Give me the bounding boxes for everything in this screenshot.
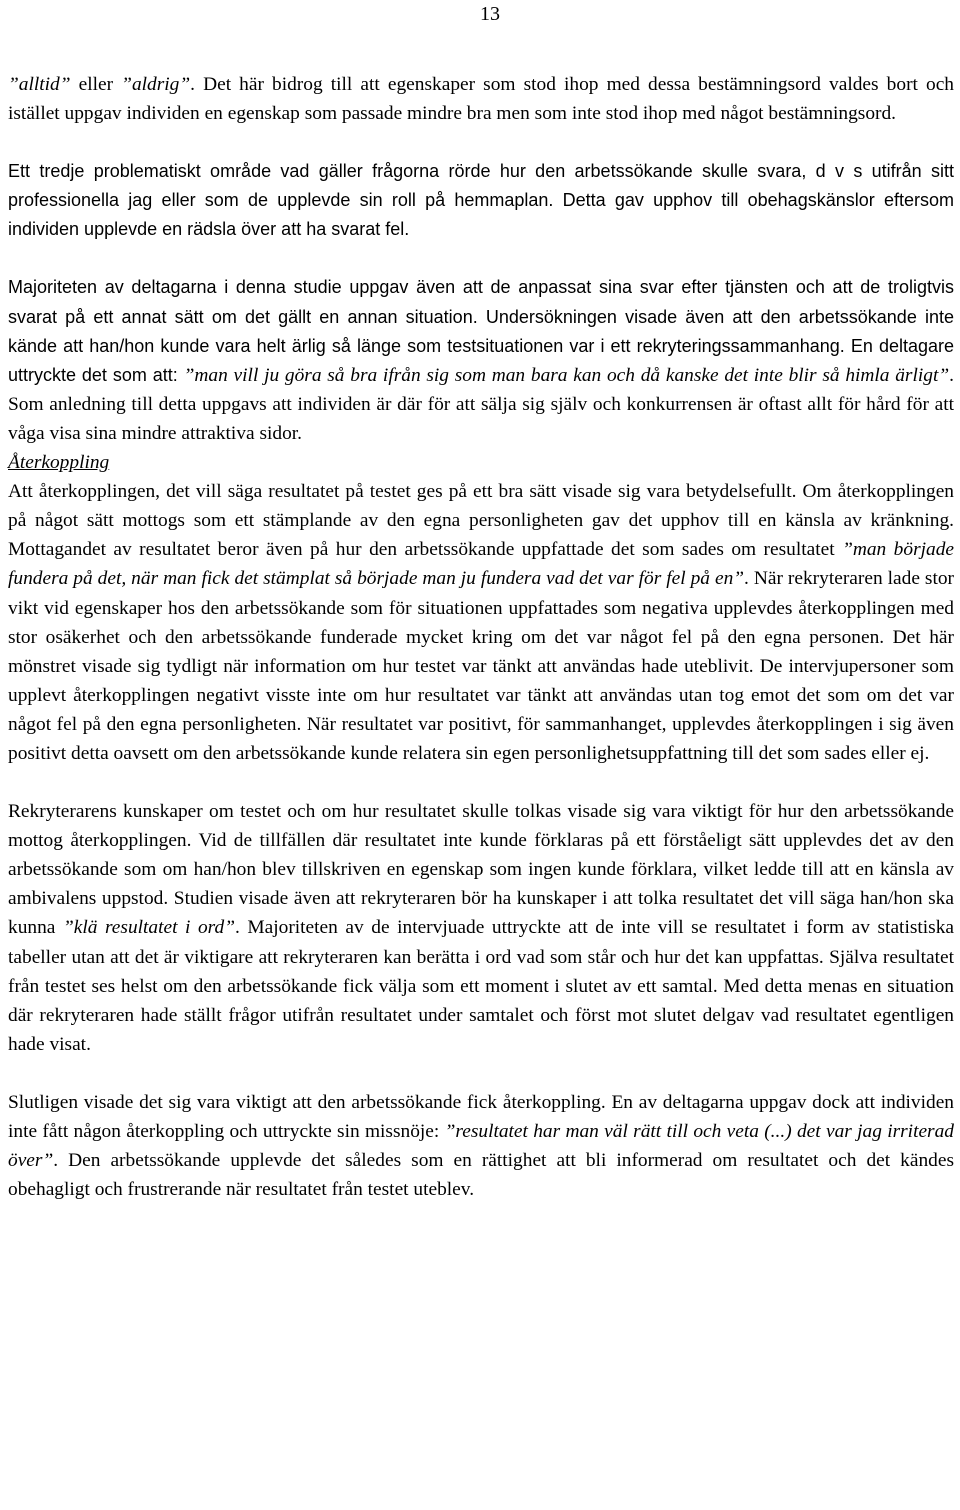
paragraph-2: Ett tredje problematiskt område vad gäller frågorna rörde hur den arbetssökande skulle svara, d v s utifrån sitt professionella jag eller som de upplevde sin roll på hemmaplan. Detta gav upphov till obehagskänslor eftersom individen upplevde en rädsla över att ha svarat fel. <box>8 161 954 240</box>
paragraph-1-text-b: . Det här bidrog till att egenskaper som stod ihop med dessa bestämningsord valdes bort och istället uppgav individen en egenskap som passade mindre bra men som inte stod ihop med något bestämningsord. <box>8 74 955 125</box>
paragraph-3-text-a: Majoriteten av deltagarna i denna studie uppgav även att de anpassat sina svar efter tjänsten och att de troligtvis svarat på ett annat sätt om det gällt en annan situation. Undersökningen visade även att den arbetssökande inte kände att han/hon kunde vara helt ärlig så länge som testsituationen var i ett rekryteringssammanhang. En deltagare uttryckte det som att: <box>8 277 954 385</box>
paragraph-5-quote: ”klä resultatet i ord” <box>62 917 235 939</box>
paragraph-3 <box>8 273 954 448</box>
paragraph-6-text-b: . Den arbetssökande upplevde det således som en rättighet att bli informerad om resultatet och det kändes obehagligt och frustrerande när resultatet från testet uteblev. <box>8 1150 954 1201</box>
paragraph-5 <box>8 797 954 1059</box>
page-number: 13 <box>480 3 500 25</box>
paragraph-1 <box>8 70 954 128</box>
document-body <box>8 70 954 1204</box>
paragraph-5-text-a: Rekryterarens kunskaper om testet och om hur resultatet skulle tolkas visade sig vara viktigt för hur den arbetssökande mottog återkopplingen. Vid de tillfällen där resultatet inte kunde förklaras på ett förståeligt sätt upplevdes det av den arbetssökande som om han/hon blev tillskriven en egenskap som ingen kunde förklara, vilket ledde till att en känsla av ambivalens uppstod. Studien visade även att rekryteraren bör ha kunskaper i att tolka resultatet det vill säga han/hon ska kunna <box>8 801 954 939</box>
paragraph-6 <box>8 1088 954 1204</box>
paragraph-4-text-a: Att återkopplingen, det vill säga resultatet på testet ges på ett bra sätt visade sig vara betydelsefullt. Om återkopplingen på något sätt mottogs som ett stämplande av den egna personligheten gav det upphov till en känsla av kränkning. Mottagandet av resultatet beror även på hur den arbetssökande uppfattade det som sades om resultatet <box>8 481 954 561</box>
paragraph-3-quote: ”man vill ju göra så bra ifrån sig som man bara kan och då kanske det inte blir så himla ärligt” <box>183 364 950 386</box>
quote-aldrig: ”aldrig” <box>121 74 191 95</box>
section-heading: Återkoppling <box>8 452 110 474</box>
paragraph-4-quote: ”man började fundera på det, när man fick det stämplat så började man ju fundera vad det var för fel på en” <box>8 539 954 590</box>
quote-alltid: ”alltid” <box>8 74 71 95</box>
paragraph-4-text-b: . När rekryteraren lade stor vikt vid egenskaper hos den arbetssökande som för situationen uppfattades som negativa upplevdes återkopplingen med stor osäkerhet och den arbetssökande funderade mycket kring om det var något fel på den egna personen. Det här mönstret visade sig tydligt när information om hur testet var tänkt att användas hade uteblivit. De intervjupersoner som upplevt återkopplingen negativt visste inte om hur resultatet var tänkt att användas utan tog emot det som om det var något fel på den egna personligheten. När resultatet var positivt, för sammanhanget, upplevdes återkopplingen i sig även positivt detta oavsett om den arbetssökande kunde relatera sin egen personlighetsuppfattning till det som sades eller ej. <box>8 568 954 764</box>
paragraph-4 <box>8 477 954 768</box>
paragraph-6-quote: ”resultatet har man väl rätt till och veta (...) det var jag irriterad över” <box>8 1121 954 1172</box>
paragraph-5-text-b: . Majoriteten av de intervjuade uttryckte att de inte vill se resultatet i form av statistiska tabeller utan att det är viktigare att rekryteraren kan berätta i ord vad som står och hur det kan uppfattas. Själva resultatet från testet ses helst om den arbetssökande fick välja som ett moment i slutet av ett samtal. Med detta menas en situation där rekryteraren hade ställt frågor utifrån resultatet under samtalet och först mot slutet delgav vad resultatet egentligen hade visat. <box>8 917 954 1055</box>
paragraph-3-text-b: . Som anledning till detta uppgavs att individen är där för att sälja sig själv och konkurrensen är oftast allt för hård för att våga visa sina mindre attraktiva sidor. <box>8 364 954 444</box>
paragraph-1-text-a: eller <box>70 74 122 95</box>
paragraph-6-text-a: Slutligen visade det sig vara viktigt att den arbetssökande fick återkoppling. En av deltagarna uppgav dock att individen inte fått någon återkoppling och uttryckte sin missnöje: <box>8 1091 954 1142</box>
